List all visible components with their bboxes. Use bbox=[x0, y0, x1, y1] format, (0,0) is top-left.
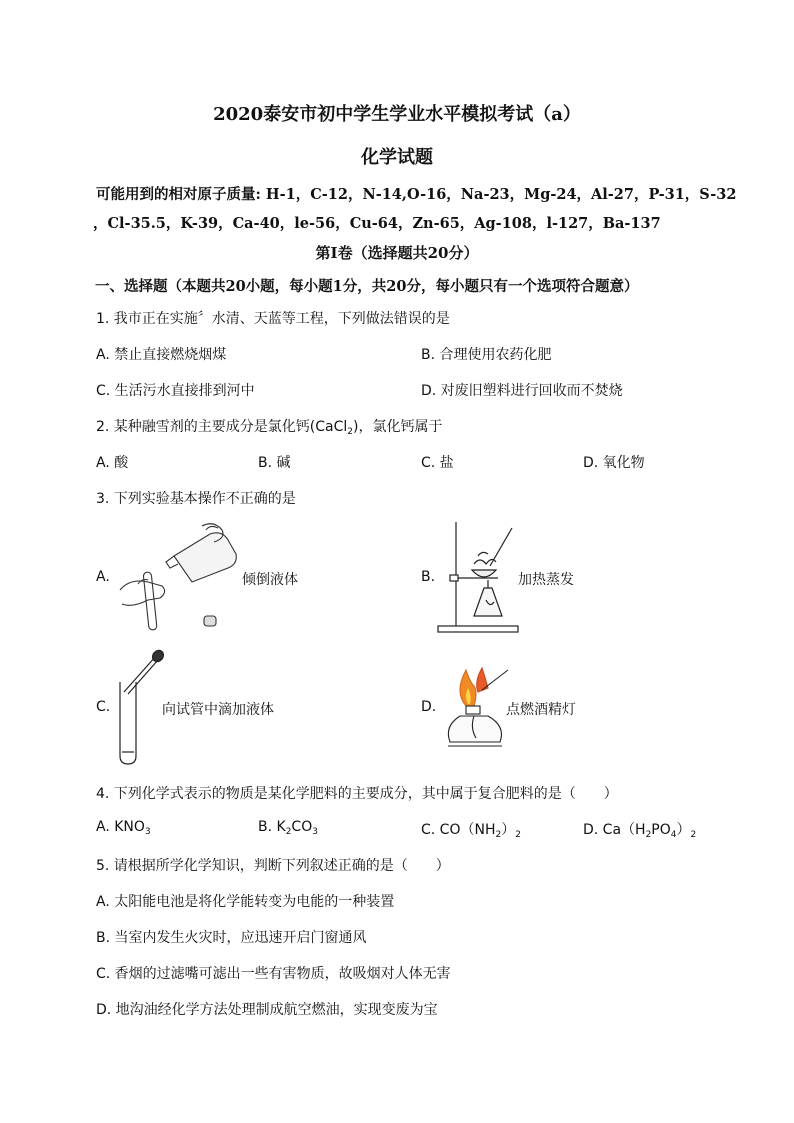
dropper-test-tube-illustration bbox=[116, 648, 166, 766]
q4-d-sub3: 2 bbox=[690, 830, 697, 840]
q3-d-letter: D. bbox=[421, 699, 437, 715]
q4-a-text: A. KNO bbox=[96, 819, 145, 835]
q2-option-a: A. 酸 bbox=[96, 455, 129, 471]
q4-option-c bbox=[421, 819, 521, 839]
pouring-liquid-illustration bbox=[118, 520, 240, 632]
q4-b-mid: CO bbox=[291, 819, 313, 835]
q4-d-after: ） bbox=[676, 822, 691, 838]
q4-a-sub: 3 bbox=[144, 827, 151, 837]
exam-title: 2020泰安市初中学生学业水平模拟考试（a） bbox=[213, 104, 581, 125]
q3-c-caption: 向试管中滴加液体 bbox=[162, 702, 274, 718]
section-title: 一、选择题（本题共20小题，每小题1分，共20分，每小题只有一个选项符合题意） bbox=[95, 278, 639, 295]
atomic-masses-line1: 可能用到的相对原子质量: H-1，C-12，N-14,O-16，Na-23，Mg-24，Al-27，P-31，S-32 bbox=[96, 186, 737, 203]
q3-d-caption: 点燃酒精灯 bbox=[506, 702, 576, 718]
alcohol-lamp-illustration bbox=[438, 662, 516, 752]
q1-option-d: D. 对废旧塑料进行回收而不焚烧 bbox=[421, 383, 623, 399]
q4-b-sub1: 2 bbox=[285, 827, 292, 837]
exam-subtitle: 化学试题 bbox=[361, 147, 433, 168]
q4-d-text: D. Ca（H bbox=[583, 822, 646, 838]
q3-b-letter: B. bbox=[421, 569, 436, 585]
q4-stem: 4. 下列化学式表示的物质是某化学肥料的主要成分，其中属于复合肥料的是（ ） bbox=[96, 786, 618, 802]
q1-option-b: B. 合理使用农药化肥 bbox=[421, 347, 552, 363]
q3-a-letter: A. bbox=[96, 569, 110, 585]
q1-stem: 1. 我市正在实施〞水清、天蓝等工程，下列做法错误的是 bbox=[96, 311, 450, 327]
q4-c-sub2: 2 bbox=[515, 830, 521, 840]
q4-d-mid: PO bbox=[651, 822, 671, 838]
q5-option-b: B. 当室内发生火灾时，应迅速开启门窗通风 bbox=[96, 930, 367, 946]
q4-option-a bbox=[96, 819, 151, 835]
q1-option-a: A. 禁止直接燃烧烟煤 bbox=[96, 347, 227, 363]
q3-a-caption: 倾倒液体 bbox=[242, 572, 298, 588]
q4-c-sub1: 2 bbox=[495, 830, 502, 840]
q4-c-text: C. CO（NH bbox=[421, 822, 496, 838]
q2-option-c: C. 盐 bbox=[421, 455, 454, 471]
q2-stem bbox=[96, 416, 443, 436]
q4-d-sub1: 2 bbox=[645, 830, 652, 840]
q4-b-text: B. K bbox=[258, 819, 286, 835]
q3-stem: 3. 下列实验基本操作不正确的是 bbox=[96, 491, 296, 507]
q5-stem: 5. 请根据所学化学知识，判断下列叙述正确的是（ ） bbox=[96, 858, 450, 874]
q1-option-c: C. 生活污水直接排到河中 bbox=[96, 383, 255, 399]
q4-option-b bbox=[258, 819, 318, 835]
q2-stem-tail: )，氯化钙属于 bbox=[353, 419, 443, 435]
q3-b-caption: 加热蒸发 bbox=[518, 572, 574, 588]
q5-option-c: C. 香烟的过滤嘴可滤出一些有害物质，故吸烟对人体无害 bbox=[96, 966, 451, 982]
q4-option-d bbox=[583, 819, 696, 839]
q3-c-letter: C. bbox=[96, 699, 111, 715]
q2-option-b: B. 碱 bbox=[258, 455, 291, 471]
q2-stem-subscript: 2 bbox=[347, 427, 354, 437]
atomic-masses-line2: ，Cl-35.5，K-39，Ca-40，le-56，Cu-64，Zn-65，Ag-108，l-127，Ba-137 bbox=[93, 215, 661, 232]
q5-option-a: A. 太阳能电池是将化学能转变为电能的一种装置 bbox=[96, 894, 395, 910]
q4-d-sub2: 4 bbox=[670, 830, 677, 840]
q5-option-d: D. 地沟油经化学方法处理制成航空燃油，实现变废为宝 bbox=[96, 1002, 438, 1018]
q4-c-mid: ） bbox=[501, 822, 516, 838]
q2-stem-text: 2. 某种融雪剂的主要成分是氯化钙(CaCl bbox=[96, 419, 348, 435]
volume-title: 第Ⅰ卷（选择题共20分） bbox=[315, 244, 479, 262]
q2-option-d: D. 氧化物 bbox=[583, 455, 645, 471]
q4-b-sub2: 3 bbox=[312, 827, 318, 837]
heating-evaporation-illustration bbox=[436, 520, 520, 634]
